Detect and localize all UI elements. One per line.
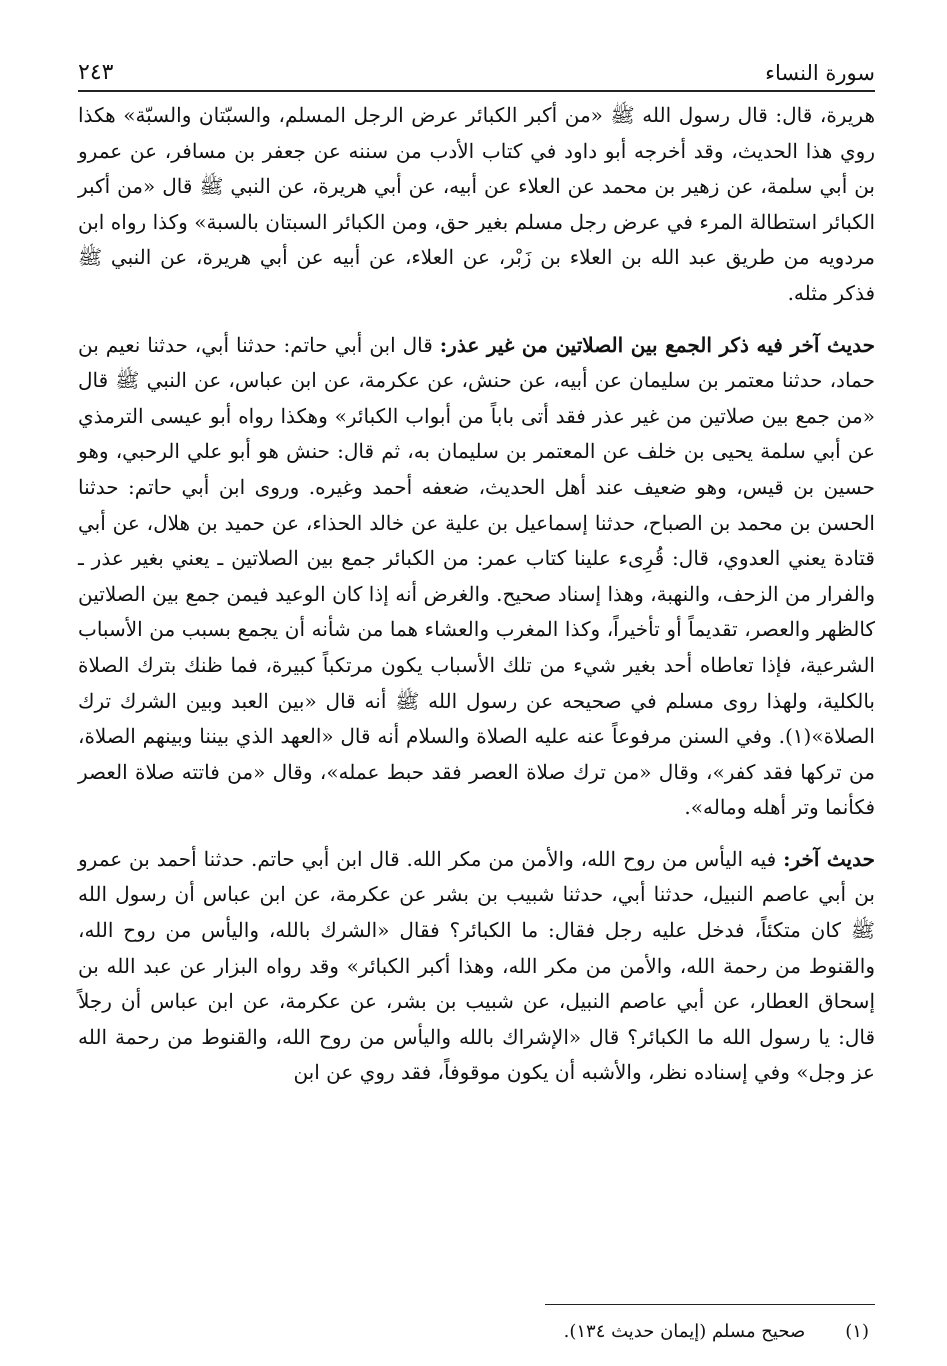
running-title: سورة النساء (765, 61, 875, 85)
paragraph-heading: حديث آخر: (783, 846, 875, 871)
footnote-text: صحيح مسلم (إيمان حديث ١٣٤). (563, 1321, 806, 1342)
paragraph-text: قال ابن أبي حاتم: حدثنا أبي، حدثنا نعيم بن حماد، حدثنا معتمر بن سليمان عن أبيه، عن حنش، عن عكرمة، عن ابن عباس، عن النبي ﷺ قال «من جمع بين صلاتين من غير عذر فقد أتى باباً من أبواب الكبائر» وهكذا رواه أبو عيسى الترمذي عن أبي سلمة يحيى بن خلف عن المعتمر بن سليمان به، ثم قال: حنش هو أبو علي الرحبي، وهو حسين بن قيس، وهو ضعيف عند أهل الحديث، ضعفه أحمد وغيره. وروى ابن أبي حاتم: حدثنا الحسن بن محمد بن الصباح، حدثنا إسماعيل بن علية عن خالد الحذاء، عن حميد بن هلال، عن أبي قتادة يعني العدوي، قال: قُرِىء علينا كتاب عمر: من الكبائر جمع بين الصلاتين ـ يعني بغير عذر ـ والفرار من الزحف، والنهبة، وهذا إسناد صحيح. والغرض أنه إذا كان الوعيد فيمن جمع بين الصلاتين كالظهر والعصر، تقديماً أو تأخيراً، وكذا المغرب والعشاء هما من شأنه أن يجمع بسبب من الأسباب الشرعية، فإذا تعاطاه أحد بغير شيء من تلك الأسباب يكون مرتكباً كبيرة، فما ظنك بترك الصلاة بالكلية، ولهذا روى مسلم في صحيحه عن رسول الله ﷺ أنه قال «بين العبد وبين الشرك ترك الصلاة»(١). وفي السنن مرفوعاً عنه عليه الصلاة والسلام أنه قال «العهد الذي بيننا وبينهم الصلاة، من تركها فقد كفر»، وقال «من ترك صلاة العصر فقد حبط عمله»، وقال «من فاتته صلاة العصر فكأنما وتر أهله وماله». (78, 332, 875, 820)
paragraph-3 (78, 842, 875, 1091)
header-rule (78, 90, 875, 92)
paragraph-heading: حديث آخر فيه ذكر الجمع بين الصلاتين من غير عذر: (439, 332, 876, 357)
footnote-number: (١) (845, 1321, 869, 1342)
paragraph-1 (78, 98, 875, 312)
page-header (78, 58, 875, 92)
paragraph-text: فيه اليأس من روح الله، والأمن من مكر الله. قال ابن أبي حاتم. حدثنا أحمد بن عمرو بن أبي عاصم النبيل، حدثنا أبي، حدثنا شبيب بن بشر عن عكرمة، عن ابن عباس أن رسول الله ﷺ كان متكئاً، فدخل عليه رجل فقال: ما الكبائر؟ فقال «الشرك بالله، واليأس من روح الله، والقنوط من رحمة الله، والأمن من مكر الله، وهذا أكبر الكبائر» وقد رواه البزار عن عبد الله بن إسحاق العطار، عن أبي عاصم النبيل، عن شبيب بن بشر، عن عكرمة، عن ابن عباس أن رجلاً قال: يا رسول الله ما الكبائر؟ قال «الإشراك بالله واليأس من روح الله، والقنوط من رحمة الله عز وجل» وفي إسناده نظر، والأشبه أن يكون موقوفاً، فقد روي عن ابن (78, 846, 875, 1085)
main-text (78, 98, 875, 1091)
page-number: ٢٤٣ (78, 60, 114, 85)
paragraph-2 (78, 328, 875, 826)
paragraph-text: هريرة، قال: قال رسول الله ﷺ «من أكبر الكبائر عرض الرجل المسلم، والسبّتان والسبّة» هكذا روي هذا الحديث، وقد أخرجه أبو داود في كتاب الأدب من سننه عن جعفر بن مسافر، عن عمرو بن أبي سلمة، عن زهير بن محمد عن العلاء عن أبيه، عن أبي هريرة، عن النبي ﷺ قال «من أكبر الكبائر استطالة المرء في عرض رجل مسلم بغير حق، ومن الكبائر السبتان بالسبة» وكذا رواه ابن مردويه من طريق عبد الله بن العلاء بن زَبْر، عن العلاء، عن أبيه عن أبي هريرة، عن النبي ﷺ فذكر مثله. (78, 103, 875, 305)
footnote (78, 1318, 869, 1346)
footnote-rule (545, 1304, 875, 1305)
